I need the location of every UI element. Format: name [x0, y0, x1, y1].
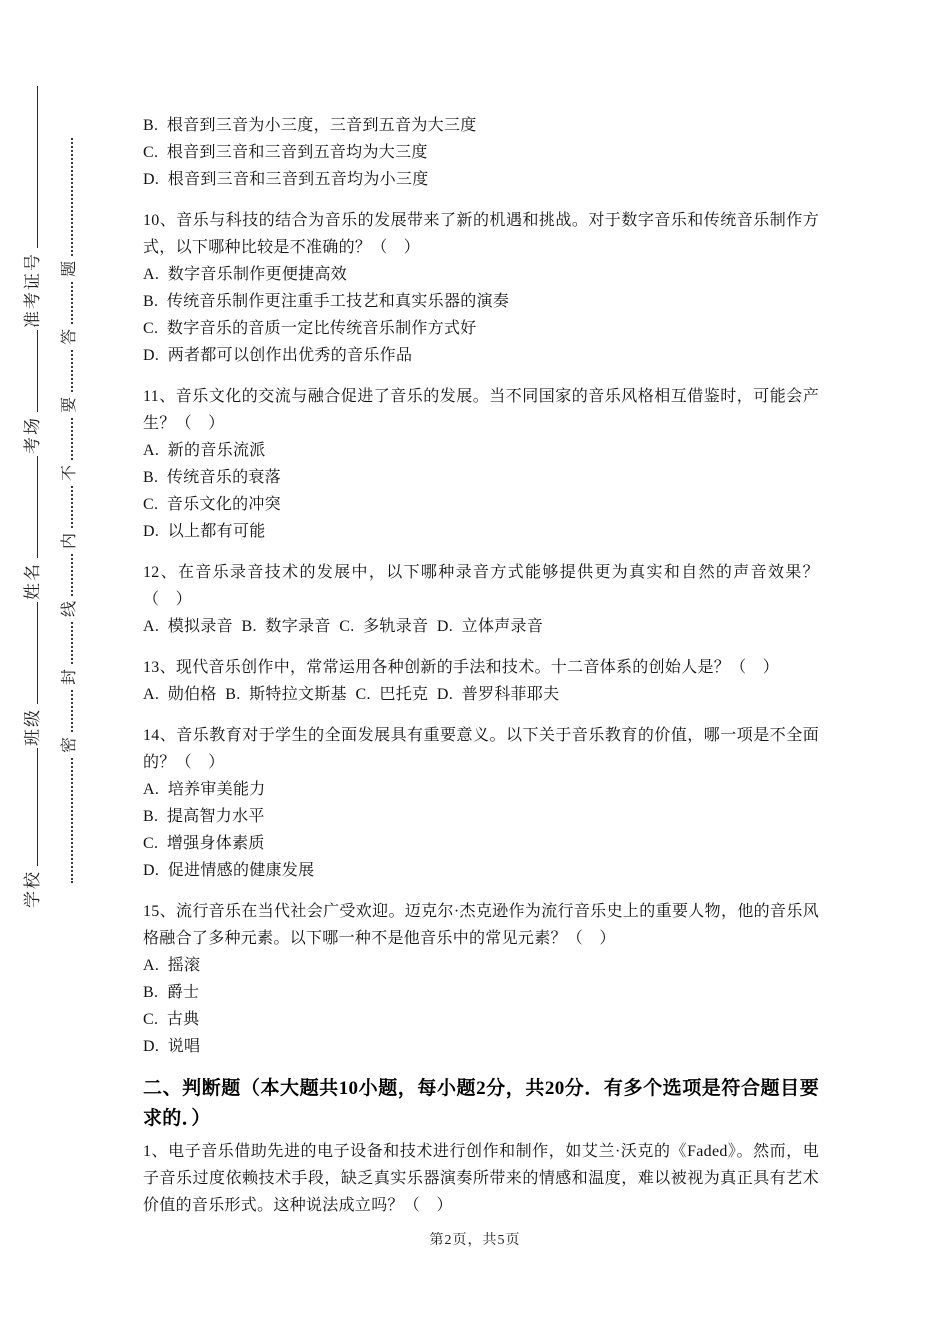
question-block — [143, 559, 819, 640]
student-field-blank — [22, 602, 38, 704]
student-field-label: 考场 — [23, 416, 42, 454]
student-field-blank — [22, 330, 38, 412]
seal-dots — [62, 554, 73, 596]
seal-dots — [62, 758, 73, 883]
question-block — [143, 722, 819, 884]
question-stem: 13、现代音乐创作中，常常运用各种创新的手法和技术。十二音体系的创始人是？（ ） — [143, 659, 780, 676]
seal-dots — [62, 486, 73, 528]
exam-content — [143, 112, 819, 1233]
question-option: B. 传统音乐的衰落 — [143, 469, 281, 486]
question-stem: 10、音乐与科技的结合为音乐的发展带来了新的机遇和挑战。对于数字音乐和传统音乐制作方式，以下哪种比较是不准确的？（ ） — [143, 212, 819, 256]
seal-dots — [62, 690, 73, 732]
carryover-options-block — [143, 112, 819, 193]
seal-dots — [62, 418, 73, 460]
seal-dots — [62, 350, 73, 392]
seal-dots — [62, 138, 73, 256]
question-option: B. 爵士 — [143, 984, 200, 1001]
question-option: A. 摇滚 — [143, 957, 201, 974]
question-block — [143, 898, 819, 1060]
question-stem: 14、音乐教育对于学生的全面发展具有重要意义。以下关于音乐教育的价值，哪一项是不全面的？（ ） — [143, 727, 819, 771]
seal-char: 封 — [61, 668, 78, 685]
question-option: D. 根音到三音和三音到五音均为小三度 — [143, 171, 429, 188]
question-option: C. 根音到三音和三音到五音均为大三度 — [143, 144, 428, 161]
question-option: C. 音乐文化的冲突 — [143, 496, 281, 513]
student-field-label: 准考证号 — [23, 252, 42, 328]
seal-dots — [62, 282, 73, 324]
seal-dots — [62, 622, 73, 664]
seal-char: 内 — [61, 532, 78, 549]
student-field-blank — [22, 456, 38, 558]
question-block — [143, 207, 819, 369]
question-block — [143, 383, 819, 545]
question-stem: 12、在音乐录音技术的发展中，以下哪种录音方式能够提供更为真实和自然的声音效果？（ ） — [143, 564, 819, 608]
question-option: D. 两者都可以创作出优秀的音乐作品 — [143, 347, 413, 364]
question-option: A. 数字音乐制作更便捷高效 — [143, 266, 348, 283]
section2-questions — [143, 1138, 819, 1219]
question-stem: 11、音乐文化的交流与融合促进了音乐的发展。当不同国家的音乐风格相互借鉴时，可能会产生？（ ） — [143, 388, 819, 432]
question-option: B. 传统音乐制作更注重手工技艺和真实乐器的演奏 — [143, 293, 510, 310]
question-block — [143, 1138, 819, 1219]
seal-char: 线 — [61, 600, 78, 617]
question-option: D. 以上都有可能 — [143, 523, 266, 540]
seal-char: 答 — [61, 328, 78, 345]
seal-char: 不 — [61, 464, 78, 481]
question-option: B. 根音到三音为小三度，三音到五音为大三度 — [143, 117, 477, 134]
question-option: D. 说唱 — [143, 1038, 201, 1055]
question-option: D. 促进情感的健康发展 — [143, 862, 315, 879]
student-field-label: 班级 — [23, 708, 42, 746]
page-number-footer: 第2页，共5页 — [429, 1233, 521, 1248]
student-info-strip — [18, 86, 43, 908]
question-option: A. 培养审美能力 — [143, 781, 266, 798]
question-option: A. 新的音乐流派 — [143, 442, 266, 459]
seal-char: 题 — [61, 260, 78, 277]
question-block — [143, 654, 819, 708]
seal-char: 密 — [61, 736, 78, 753]
question-option: A. 勋伯格 B. 斯特拉文斯基 C. 巴托克 D. 普罗科菲耶夫 — [143, 686, 560, 703]
question-option: C. 数字音乐的音质一定比传统音乐制作方式好 — [143, 320, 477, 337]
student-field-blank — [22, 86, 38, 248]
student-field-label: 姓名 — [23, 562, 42, 600]
question-option: B. 提高智力水平 — [143, 808, 265, 825]
student-field-label: 学校 — [23, 870, 42, 908]
question-option: C. 古典 — [143, 1011, 200, 1028]
question-option: C. 增强身体素质 — [143, 835, 265, 852]
seal-line — [56, 98, 79, 888]
question-stem: 1、电子音乐借助先进的电子设备和技术进行创作和制作，如艾兰·沃克的《Faded》。然而，电子音乐过度依赖技术手段，缺乏真实乐器演奏所带来的情感和温度，难以被视为真正具有艺术价值的音乐形式。这种说法成立吗？（ ） — [143, 1143, 819, 1214]
section2-heading: 二、判断题（本大题共10小题，每小题2分，共20分．有多个选项是符合题目要求的．） — [143, 1078, 819, 1129]
section1-questions — [143, 207, 819, 1060]
seal-char: 要 — [61, 396, 78, 413]
question-option: A. 模拟录音 B. 数字录音 C. 多轨录音 D. 立体声录音 — [143, 618, 544, 635]
question-stem: 15、流行音乐在当代社会广受欢迎。迈克尔·杰克逊作为流行音乐史上的重要人物，他的音乐风格融合了多种元素。以下哪一种不是他音乐中的常见元素？（ ） — [143, 903, 819, 947]
student-field-blank — [22, 748, 38, 866]
